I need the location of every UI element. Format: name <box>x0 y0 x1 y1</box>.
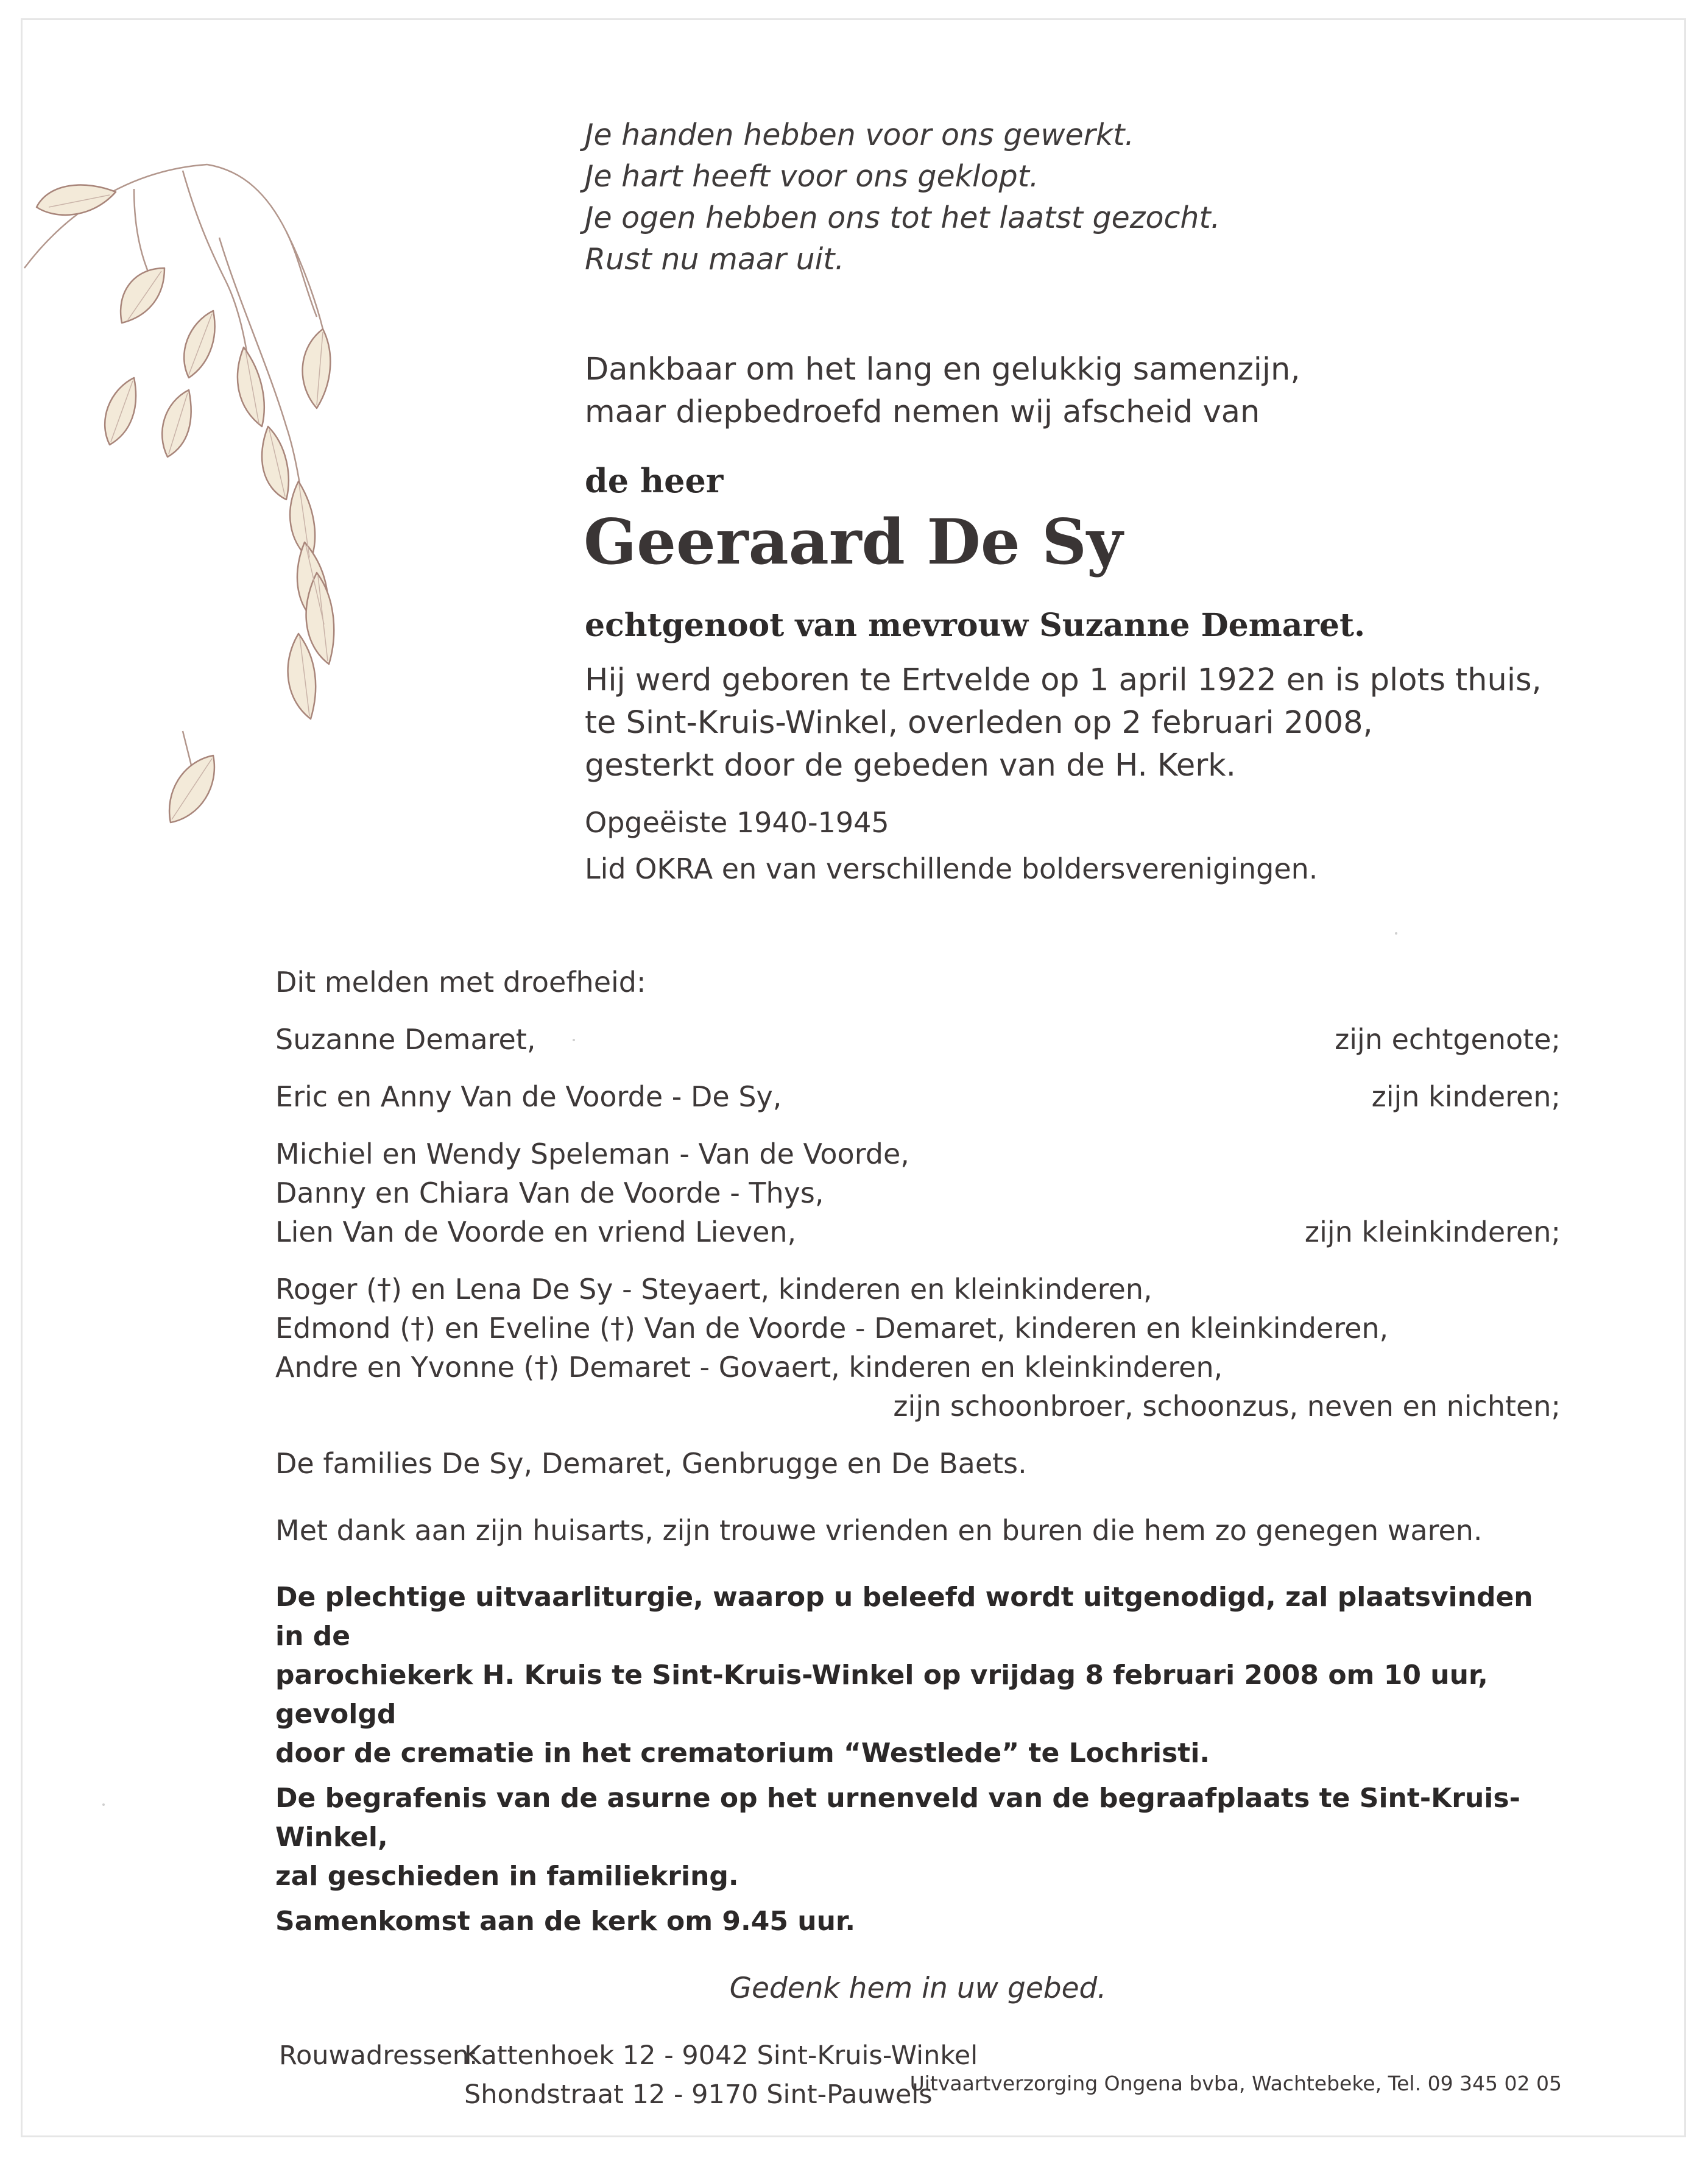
relation-label: zijn echtgenote; <box>1335 1023 1561 1056</box>
poem-line: Rust nu maar uit. <box>585 242 845 277</box>
memorial-poem <box>585 115 1220 280</box>
biography-extra <box>585 799 1318 892</box>
liturgy-line: parochiekerk H. Kruis te Sint-Kruis-Winkel op vrijdag 8 februari 2008 om 10 uur, gevolgd <box>275 1660 1488 1730</box>
relation-label: zijn schoonbroer, schoonzus, neven en nichten; <box>893 1390 1561 1423</box>
bio-extra-line: Lid OKRA en van verschillende boldersverenigingen. <box>585 852 1318 885</box>
deceased-name: Geeraard De Sy <box>584 506 1123 579</box>
bio-extra-line: Opgeëiste 1940-1945 <box>585 806 889 839</box>
speck <box>573 1039 575 1041</box>
funeral-home-footer: Uitvaartverzorging Ongena bvba, Wachtebeke, Tel. 09 345 02 05 <box>909 2071 1562 2095</box>
poem-line: Je hart heeft voor ons geklopt. <box>585 159 1039 194</box>
speck <box>1395 932 1397 935</box>
bio-line: gesterkt door de gebeden van de H. Kerk. <box>585 748 1236 784</box>
ceremony-liturgy <box>275 1578 1561 1773</box>
bio-line: te Sint-Kruis-Winkel, overleden op 2 februari 2008, <box>585 705 1373 741</box>
relative-name: Michiel en Wendy Speleman - Van de Voorde, <box>275 1137 909 1170</box>
relative-name: Lien Van de Voorde en vriend Lieven, <box>275 1215 797 1248</box>
relative-name: Eric en Anny Van de Voorde - De Sy, <box>275 1080 782 1113</box>
deceased-title: de heer <box>585 461 724 500</box>
grandchildren-row <box>275 1212 1561 1251</box>
burial-line: De begrafenis van de asurne op het urnenveld van de begraafplaats te Sint-Kruis-Winkel, <box>275 1783 1520 1853</box>
in-laws-row <box>275 1387 1561 1426</box>
announcement <box>275 963 1561 2114</box>
intro-line: maar diepbedroefd nemen wij afscheid van <box>585 394 1260 430</box>
families-line: De families De Sy, Demaret, Genbrugge en De Baets. <box>275 1447 1027 1480</box>
address-value: Shondstraat 12 - 9170 Sint-Pauwels <box>464 2079 933 2110</box>
intro-text <box>585 348 1300 434</box>
birch-branch-illustration <box>12 146 353 902</box>
relative-name: Danny en Chiara Van de Voorde - Thys, <box>275 1176 824 1209</box>
burial-line: zal geschieden in familiekring. <box>275 1861 739 1892</box>
liturgy-line: door de crematie in het crematorium “Westlede” te Lochristi. <box>275 1738 1210 1769</box>
speck <box>102 1803 105 1806</box>
children-row <box>275 1077 1561 1116</box>
spouse-row <box>275 1020 1561 1059</box>
liturgy-line: De plechtige uitvaarliturgie, waarop u beleefd wordt uitgenodigd, zal plaatsvinden in de <box>275 1582 1533 1652</box>
poem-line: Je ogen hebben ons tot het laatst gezocht. <box>585 200 1221 235</box>
intro-line: Dankbaar om het lang en gelukkig samenzijn, <box>585 352 1300 387</box>
relative-name: Roger (†) en Lena De Sy - Steyaert, kinderen en kleinkinderen, <box>275 1273 1152 1306</box>
relative-name: Suzanne Demaret, <box>275 1023 536 1056</box>
announcement-heading: Dit melden met droefheid: <box>275 966 646 999</box>
ceremony-gathering: Samenkomst aan de kerk om 9.45 uur. <box>275 1906 856 1937</box>
relative-name: Andre en Yvonne (†) Demaret - Govaert, kinderen en kleinkinderen, <box>275 1351 1223 1384</box>
address-label: Rouwadressen: <box>279 2040 478 2071</box>
ceremony-burial <box>275 1779 1561 1896</box>
relation-label: zijn kleinkinderen; <box>1304 1215 1561 1248</box>
bio-line: Hij werd geboren te Ertvelde op 1 april 1922 en is plots thuis, <box>585 662 1542 698</box>
thanks-line: Met dank aan zijn huisarts, zijn trouwe vrienden en buren die hem zo genegen waren. <box>275 1514 1483 1547</box>
address-row <box>275 2036 1561 2075</box>
deceased-spouse: echtgenoot van mevrouw Suzanne Demaret. <box>585 607 1366 644</box>
poem-line: Je handen hebben voor ons gewerkt. <box>585 118 1134 152</box>
biography <box>585 659 1542 787</box>
closing-line: Gedenk hem in uw gebed. <box>729 1972 1107 2005</box>
relative-name: Edmond (†) en Eveline (†) Van de Voorde - Demaret, kinderen en kleinkinderen, <box>275 1312 1389 1345</box>
relation-label: zijn kinderen; <box>1371 1080 1561 1113</box>
address-value: Kattenhoek 12 - 9042 Sint-Kruis-Winkel <box>464 2040 978 2071</box>
